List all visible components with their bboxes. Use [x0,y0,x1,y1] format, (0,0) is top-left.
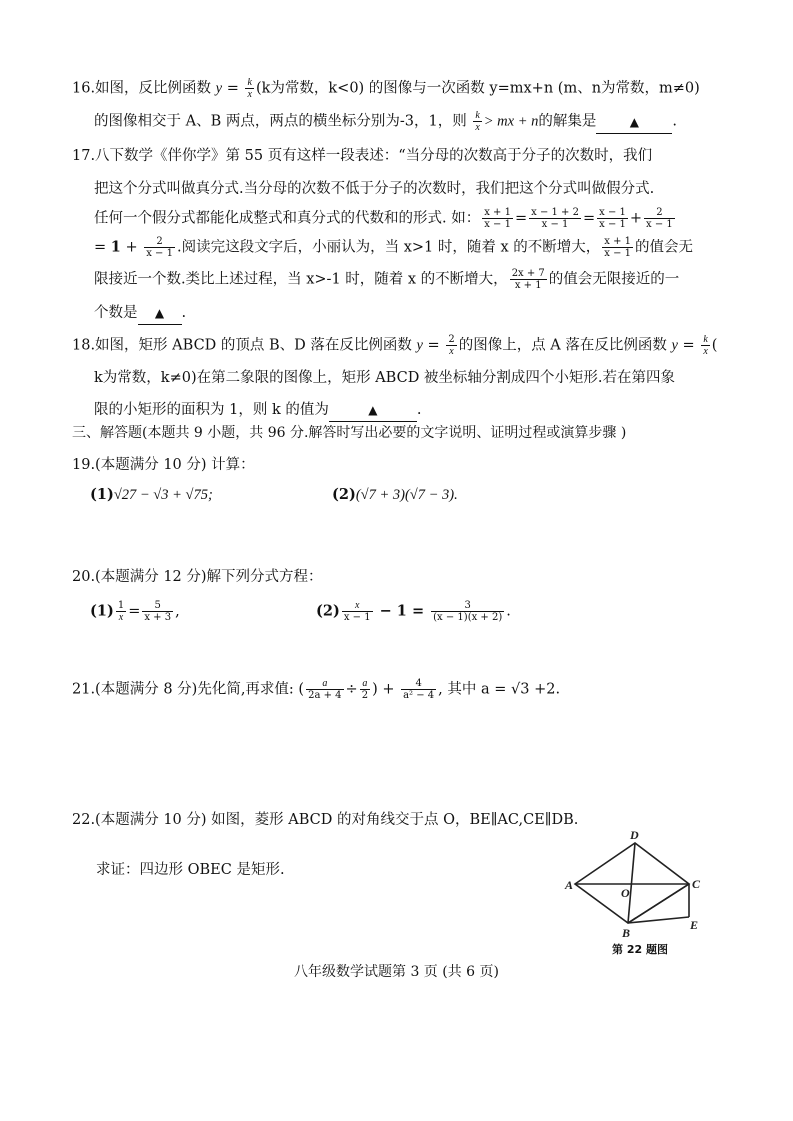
q22-line-2: 求证：四边形 OBEC 是矩形. [96,862,285,878]
label-c: C [692,877,701,891]
q17-line-5: 限接近一个数.类比上述过程，当 x>-1 时，随着 x 的不断增大， $\frac{2x + 7}{x + 1}$ 的值会无限接近的一 [94,268,680,291]
q18-answer-blank[interactable]: ▲ [329,400,417,422]
q22-line-1: 22.(本题满分 10 分) 如图，菱形 ABCD 的对角线交于点 O，BE∥AC,CE∥DB. [72,812,579,828]
q19-part-1: (1)√27 − √3 + √75; [90,486,213,503]
label-e: E [690,918,699,932]
diagonal-bd [628,843,635,923]
label-a: A [565,878,574,892]
q16-answer-blank[interactable]: ▲ [596,112,672,134]
section-3-heading: 三、解答题(本题共 9 小题，共 96 分.解答时写出必要的文字说明、证明过程或演算步骤 ) [72,425,627,441]
q22-figure-caption: 第 22 题图 [612,943,668,956]
q20-part-2: (2) $\frac{x}{x - 1}$ − 1 = $\frac{3}{(x - 1)(x + 2)}$ . [316,600,511,623]
q19-part-2: (2)(√7 + 3)(√7 − 3). [332,486,458,503]
label-b: B [622,926,631,940]
q16-line-2: 的图像相交于 A、B 两点，两点的横坐标分别为-3，1，则 $\frac{k}{x}$ > mx + n的解集是 ▲ . [94,110,677,133]
q18-line-3: 限的小矩形的面积为 1，则 k 的值为 ▲ . [94,400,421,422]
label-o: O [621,886,630,900]
q20-title: 20.(本题满分 12 分)解下列分式方程： [72,569,323,585]
q16-line-1: 16.如图，反比例函数 y = $\frac{k}{x}$ (k为常数，k<0) 的图像与一次函数 y=mx+n (m、n为常数，m≠0) [72,77,700,100]
q22-figure [555,827,755,957]
label-d: D [630,828,639,842]
q17-answer-blank[interactable]: ▲ [138,303,182,325]
q17-line-2: 把这个分式叫做真分式.当分母的次数不低于分子的次数时，我们把这个分式叫做假分式. [94,181,655,197]
q17-line-6: 个数是 ▲ . [94,303,186,325]
q21-line: 21.(本题满分 8 分)先化简,再求值: ( $\frac{a}{2a + 4}$ ÷ $\frac{a}{2}$ ) + $\frac{4}{\text{a² − 4}}$ , 其中 a = √3 +2. [72,678,561,701]
q18-line-1: 18.如图，矩形 ABCD 的顶点 B、D 落在反比例函数 y = $\frac{2}{x}$ 的图像上，点 A 落在反比例函数 y = $\frac{k}{x}$ ( [72,334,718,357]
q17-line-3: 任何一个假分式都能化成整式和真分式的代数和的形式. 如： $\frac{x + 1}{x - 1}$ = $\frac{x - 1 + 2}{x - 1}$ = $\frac{x - 1}{x - 1}$ + $\frac{2}{x - 1}$ [94,207,673,230]
page-footer: 八年级数学试题第 3 页 (共 6 页) [294,964,499,980]
q20-part-1: (1) $\frac{1}{x}$ = $\frac{5}{x + 3}$ , [90,600,180,623]
q17-line-4: = 1 + $\frac{2}{x - 1}$ .阅读完这段文字后，小丽认为，当 x>1 时，随着 x 的不断增大， $\frac{x + 1}{x - 1}$ 的值会无 [94,236,694,259]
q17-line-1: 17.八下数学《伴你学》第 55 页有这样一段表述：“当分母的次数高于分子的次数时，我们 [72,148,653,164]
q19-title: 19.(本题满分 10 分) 计算： [72,457,255,473]
q18-line-2: k为常数，k≠0)在第二象限的图像上，矩形 ABCD 被坐标轴分割成四个小矩形.若在第四象 [94,370,676,386]
